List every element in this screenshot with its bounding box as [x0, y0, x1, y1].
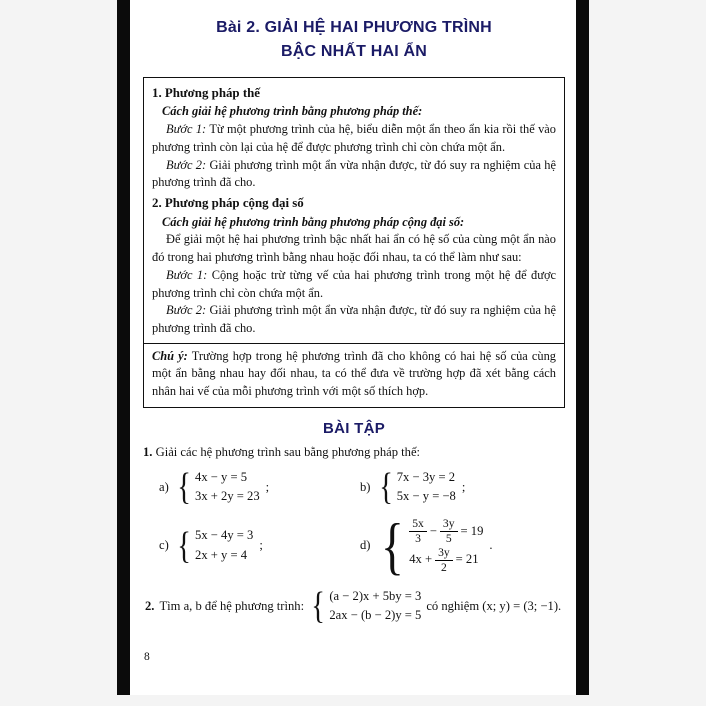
method2-step2-text: Giải phương trình một ẩn vừa nhận được, từ đó suy ra nghiệm của hệ phương trình đã cho. [152, 303, 557, 335]
system-b [360, 468, 561, 507]
system-a-label: a) [159, 479, 169, 494]
lesson-title [143, 16, 565, 64]
method2-subheading: Cách giải hệ phương trình bằng phương pháp cộng đại số: [162, 214, 465, 229]
equals-rhs: = 21 [455, 552, 479, 567]
system-d [360, 509, 561, 581]
left-brace-icon: { [380, 509, 404, 581]
left-brace-icon: { [177, 524, 191, 567]
method1-heading: 1. Phương pháp thế [152, 86, 261, 100]
exercise2-text: Tìm a, b để hệ phương trình: [159, 598, 305, 613]
note-paragraph [144, 343, 564, 401]
system-c-equations [175, 526, 254, 565]
exercises-section-title: BÀI TẬP [322, 419, 386, 437]
left-brace-icon: { [311, 584, 326, 627]
exercise2-eq1: (a − 2)x + 5by = 3 [329, 588, 422, 603]
system-b-punct: ; [461, 479, 466, 494]
method2-step1-label: Bước 1: [166, 267, 208, 282]
book-edge-right [576, 0, 589, 695]
lesson-title-line1: Bài 2. GIẢI HỆ HAI PHƯƠNG TRÌNH [216, 19, 492, 36]
lesson-title-line2: BẬC NHẤT HAI ẨN [280, 43, 428, 60]
term: 4x + [409, 552, 433, 567]
fraction: $\frac{3y}{5}$ [440, 517, 458, 546]
system-b-eq2: 5x − y = −8 [396, 489, 456, 504]
method2-step2-label: Bước 2: [166, 303, 207, 318]
method2-heading: 2. Phương pháp cộng đại số [152, 196, 304, 211]
method2-step1 [152, 267, 556, 302]
system-c-eq1: 5x − 4y = 3 [195, 528, 254, 543]
system-a-equations [175, 468, 260, 507]
note-label: Chú ý: [152, 348, 188, 363]
fraction: $\frac{5x}{3}$ [409, 517, 427, 546]
theory-box [143, 77, 565, 408]
method1-step2-text: Giải phương trình một ẩn vừa nhận được, từ đó suy ra nghiệm của hệ phương trình đã cho. [152, 157, 557, 190]
exercise1-number: 1. [143, 444, 153, 459]
method2-step1-text: Cộng hoặc trừ từng vế của hai phương trình trong một hệ để được phương trình chỉ còn chứa một ẩn. [152, 267, 557, 300]
system-b-label: b) [360, 479, 371, 494]
page-number: 8 [144, 651, 150, 663]
system-d-label: d) [360, 538, 371, 553]
system-a-punct: ; [265, 479, 270, 494]
method2-step2 [152, 302, 556, 337]
method1-step2 [152, 157, 556, 192]
system-b-equations [377, 468, 456, 507]
method1-step1 [152, 121, 556, 156]
exercise2-system [309, 584, 422, 627]
method1-step1-text: Từ một phương trình của hệ, biểu diễn một ẩn theo ẩn kia rồi thế vào phương trình còn lại của hệ để được phương trình chỉ còn chứa một ẩn. [152, 122, 556, 154]
system-a-eq2: 3x + 2y = 23 [195, 489, 260, 504]
system-c-eq2: 2x + y = 4 [195, 547, 248, 562]
fraction: $\frac{3y}{2}$ [435, 546, 453, 575]
method2-intro: Để giải một hệ hai phương trình bậc nhất hai ẩn có hệ số của cùng một ẩn nào đó trong hai phương trình bằng nhau hoặc đối nhau, ta có thể làm như sau: [152, 232, 556, 265]
method1-subheading: Cách giải hệ phương trình bằng phương pháp thế: [162, 104, 423, 119]
system-a-eq1: 4x − y = 5 [195, 469, 248, 484]
book-edge-left [117, 0, 130, 695]
equals-rhs: = 19 [460, 523, 484, 538]
system-d-punct: . [489, 538, 493, 553]
note-text: Trường hợp trong hệ phương trình đã cho không có hai hệ số của cùng một ẩn bằng nhau hay đối nhau, ta có thể đưa về trường hợp đã xét bằng cách nhân hai vế của mỗi phương trình với một số thích hợp. [152, 348, 556, 399]
exercise2-number: 2. [145, 598, 155, 613]
system-d-eq1 [409, 517, 483, 546]
exercise1-prompt [143, 445, 565, 460]
method1-step2-label: Bước 2: [166, 157, 207, 172]
exercise1-text: Giải các hệ phương trình sau bằng phương pháp thế: [152, 444, 421, 459]
system-c-punct: ; [259, 538, 263, 553]
system-c-label: c) [159, 538, 169, 553]
left-brace-icon: { [177, 466, 191, 509]
exercise2-suffix: có nghiệm (x; y) = (3; −1). [426, 598, 562, 613]
left-brace-icon: { [378, 466, 393, 509]
exercise2 [143, 584, 565, 627]
operator: − [429, 523, 437, 538]
system-b-eq1: 7x − 3y = 2 [396, 469, 456, 484]
method1-step1-label: Bước 1: [166, 122, 207, 137]
system-c [159, 526, 360, 565]
exercise2-eq2: 2ax − (b − 2)y = 5 [329, 608, 422, 623]
book-page [130, 0, 576, 695]
exercise1-systems [143, 466, 565, 581]
system-d-equations [377, 509, 484, 581]
system-a [159, 468, 360, 507]
system-d-eq2 [409, 546, 483, 575]
